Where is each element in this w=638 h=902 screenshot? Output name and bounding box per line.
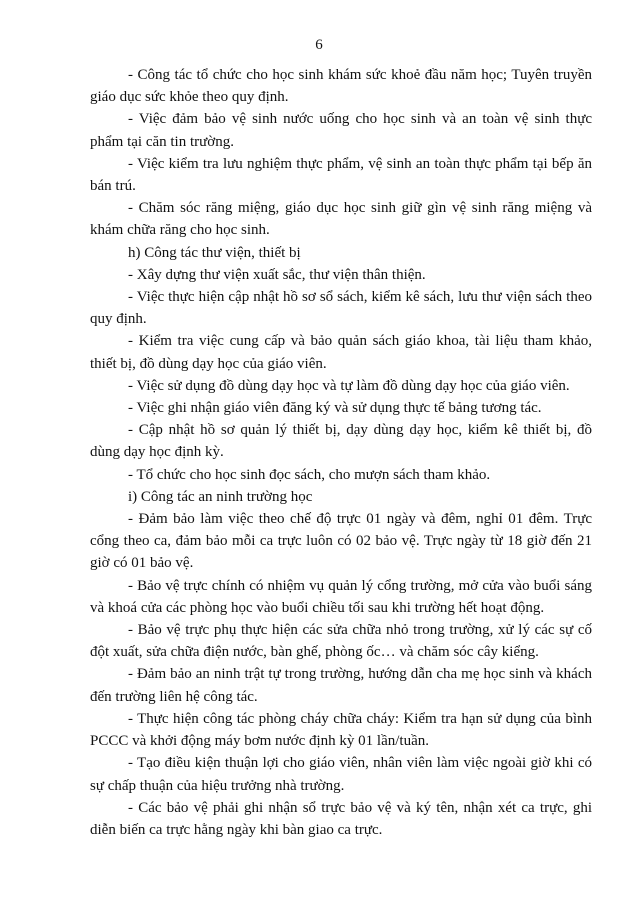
paragraph-duty-logbook: - Các bảo vệ phải ghi nhận sổ trực bảo vệ và ký tên, nhận xét ca trực, ghi diễn biến ca trực hằng ngày khi bàn giao ca trực. — [90, 799, 592, 838]
paragraph-library-build: - Xây dựng thư viện xuất sắc, thư viện thân thiện. — [128, 266, 426, 283]
paragraph-assistant-guard-duties: - Bảo vệ trực phụ thực hiện các sửa chữa nhỏ trong trường, xử lý các sự cố đột xuất, sửa chữa điện nước, bàn ghế, phòng ốc… và chăm sóc cây kiểng. — [90, 622, 592, 661]
document-body — [90, 64, 592, 841]
page-number: 6 — [315, 37, 323, 53]
paragraph-fire-safety: - Thực hiện công tác phòng cháy chữa cháy: Kiểm tra hạn sử dụng của bình PCCC và khởi động máy bơm nước định kỳ 01 lần/tuần. — [90, 710, 592, 750]
paragraph-water-food-safety: - Việc đảm bảo vệ sinh nước uống cho học sinh và an toàn vệ sinh thực phẩm tại căn tin trường. — [90, 111, 592, 150]
paragraph-library-records: - Việc thực hiện cập nhật hồ sơ sổ sách, kiểm kê sách, lưu thư viện sách theo quy định. — [90, 289, 592, 328]
paragraph-textbook-supply: - Kiểm tra việc cung cấp và bảo quản sách giáo khoa, tài liệu tham khảo, thiết bị, đồ dùng dạy học của giáo viên. — [90, 333, 592, 372]
section-heading-security: i) Công tác an ninh trường học — [128, 488, 313, 505]
paragraph-equipment-records: - Cập nhật hồ sơ quản lý thiết bị, dạy dùng dạy học, kiểm kê thiết bị, đồ dùng dạy học định kỳ. — [90, 422, 592, 461]
paragraph-health-checkup: - Công tác tổ chức cho học sinh khám sức khoẻ đầu năm học; Tuyên truyền giáo dục sức khỏe theo quy định. — [90, 67, 592, 106]
paragraph-guard-shifts: - Đảm bảo làm việc theo chế độ trực 01 ngày và đêm, nghỉ 01 đêm. Trực cổng theo ca, đảm bảo mỗi ca trực luôn có 02 bảo vệ. Trực ngày từ 18 giờ đến 21 giờ có 01 bảo vệ. — [90, 511, 592, 572]
paragraph-interactive-board: - Việc ghi nhận giáo viên đăng ký và sử dụng thực tế bảng tương tác. — [128, 400, 542, 417]
paragraph-order-guidance: - Đảm bảo an ninh trật tự trong trường, hướng dẫn cha mẹ học sinh và khách đến trường liên hệ công tác. — [90, 666, 592, 705]
paragraph-main-guard-duties: - Bảo vệ trực chính có nhiệm vụ quản lý cổng trường, mở cửa vào buổi sáng và khoá cửa các phòng học vào buổi chiều tối sau khi trường hết hoạt động. — [90, 577, 592, 616]
section-heading-library: h) Công tác thư viện, thiết bị — [128, 244, 301, 261]
paragraph-teaching-aids-use: - Việc sử dụng đồ dùng dạy học và tự làm đồ dùng dạy học của giáo viên. — [128, 377, 570, 394]
paragraph-dental-care: - Chăm sóc răng miệng, giáo dục học sinh giữ gìn vệ sinh răng miệng và khám chữa răng cho học sinh. — [90, 200, 592, 239]
paragraph-after-hours-support: - Tạo điều kiện thuận lợi cho giáo viên, nhân viên làm việc ngoài giờ khi có sự chấp thuận của hiệu trưởng nhà trường. — [90, 755, 592, 794]
paragraph-reading-program: - Tổ chức cho học sinh đọc sách, cho mượn sách tham khảo. — [128, 466, 491, 483]
paragraph-food-sample-inspection: - Việc kiểm tra lưu nghiệm thực phẩm, vệ sinh an toàn thực phẩm tại bếp ăn bán trú. — [90, 155, 592, 195]
